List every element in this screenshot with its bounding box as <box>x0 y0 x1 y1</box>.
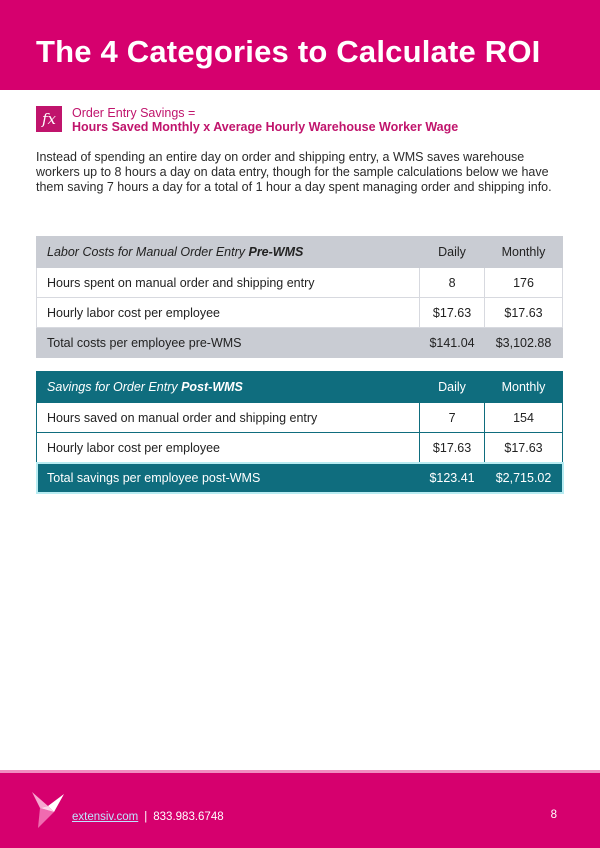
formula-block <box>36 106 566 136</box>
row-label: Hourly labor cost per employee <box>37 298 420 328</box>
table-row <box>37 298 563 328</box>
row-monthly: $17.63 <box>485 298 563 328</box>
total-label: Total savings per employee post-WMS <box>37 463 420 493</box>
footer-contact <box>72 811 224 823</box>
row-label: Hours spent on manual order and shipping entry <box>37 268 420 298</box>
table-total-row <box>37 328 563 358</box>
page-footer <box>0 770 600 848</box>
phone-number: 833.983.6748 <box>153 811 224 823</box>
table-title <box>37 237 420 268</box>
formula-line-2: Hours Saved Monthly x Average Hourly Warehouse Worker Wage <box>72 120 459 134</box>
table-row <box>37 433 563 463</box>
row-daily: $17.63 <box>420 433 485 463</box>
total-monthly: $3,102.88 <box>485 328 563 358</box>
row-monthly: 176 <box>485 268 563 298</box>
row-daily: $17.63 <box>420 298 485 328</box>
table-title-bold: Post-WMS <box>181 380 243 394</box>
column-header-monthly: Monthly <box>485 372 563 403</box>
row-monthly: $17.63 <box>485 433 563 463</box>
page-title: The 4 Categories to Calculate ROI <box>36 34 541 69</box>
intro-paragraph: Instead of spending an entire day on order and shipping entry, a WMS saves warehouse workers up to 8 hours a day on data entry, though for the sample calculations below we have them saving 7 hours a day for a total of 1 hour a day spent managing order and shipping info. <box>36 150 552 194</box>
total-label: Total costs per employee pre-WMS <box>37 328 420 358</box>
total-daily: $141.04 <box>420 328 485 358</box>
table-header-row <box>37 237 563 268</box>
table-title-prefix: Labor Costs for Manual Order Entry <box>47 245 249 259</box>
pre-wms-table <box>36 236 563 358</box>
column-header-monthly: Monthly <box>485 237 563 268</box>
table-total-row <box>37 463 563 493</box>
footer-separator: | <box>144 811 148 823</box>
column-header-daily: Daily <box>420 372 485 403</box>
table-row <box>37 403 563 433</box>
website-link[interactable]: extensiv.com <box>72 811 139 823</box>
total-daily: $123.41 <box>420 463 485 493</box>
extensiv-logo-icon <box>30 786 70 830</box>
table-title-prefix: Savings for Order Entry <box>47 380 182 394</box>
table-title <box>37 372 420 403</box>
row-daily: 7 <box>420 403 485 433</box>
row-label: Hourly labor cost per employee <box>37 433 420 463</box>
table-row <box>37 268 563 298</box>
column-header-daily: Daily <box>420 237 485 268</box>
page-number: 8 <box>550 809 557 821</box>
row-label: Hours saved on manual order and shipping entry <box>37 403 420 433</box>
row-monthly: 154 <box>485 403 563 433</box>
post-wms-table <box>36 371 563 493</box>
function-icon: fx <box>36 106 62 132</box>
formula-text <box>72 106 458 134</box>
total-monthly: $2,715.02 <box>485 463 563 493</box>
formula-line-1: Order Entry Savings = <box>72 106 196 120</box>
page-header <box>0 0 600 90</box>
table-title-bold: Pre-WMS <box>248 245 304 259</box>
table-header-row <box>37 372 563 403</box>
footer-divider <box>0 770 600 773</box>
row-daily: 8 <box>420 268 485 298</box>
